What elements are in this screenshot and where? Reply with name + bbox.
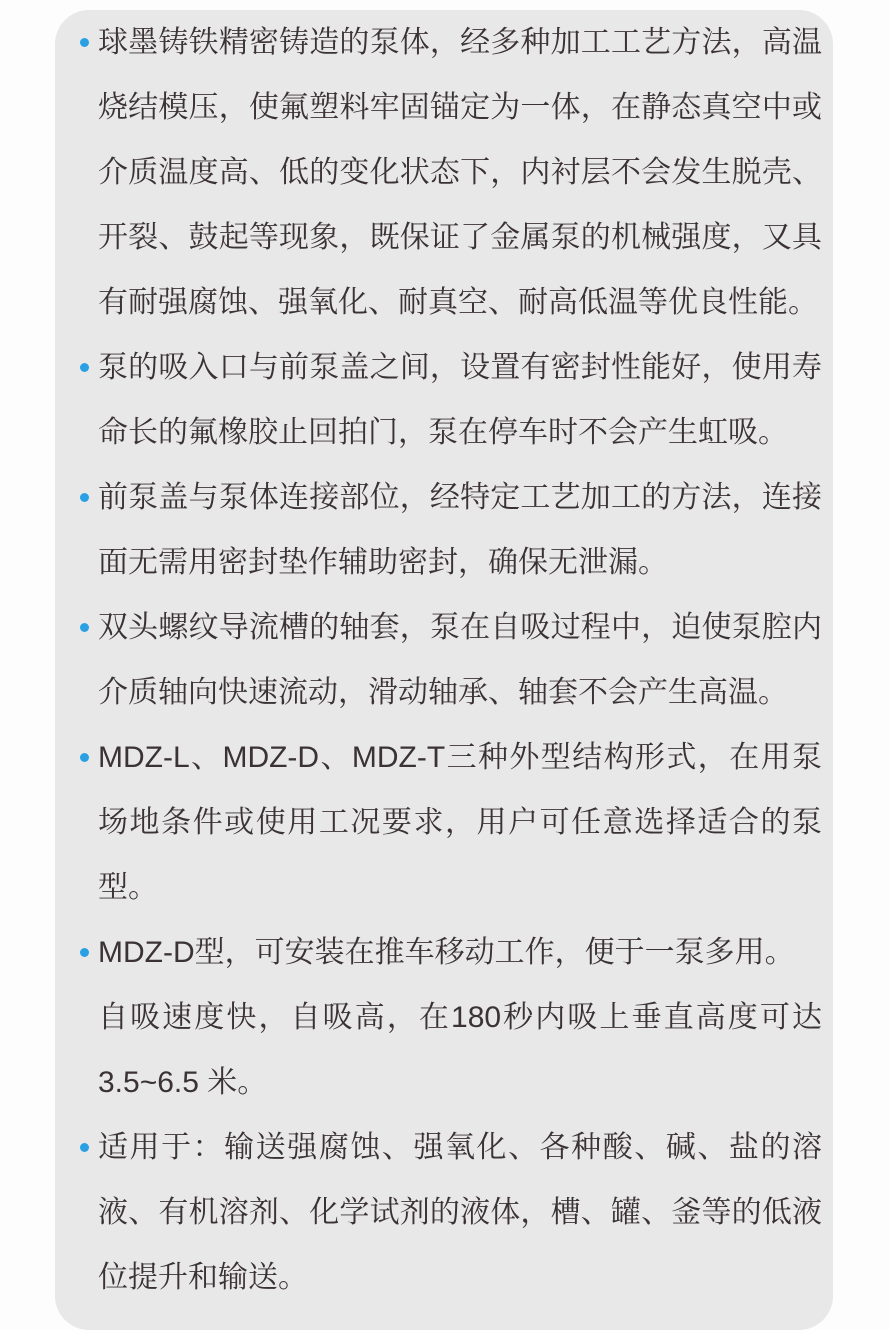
feature-text: 自吸速度快，自吸高，在180秒内吸上垂直高度可达3.5~6.5 米。 <box>98 1001 822 1099</box>
feature-item <box>98 595 822 725</box>
feature-item <box>98 1115 822 1310</box>
feature-text: MDZ-D型，可安装在推车移动工作，便于一泵多用。 <box>98 936 795 969</box>
feature-item <box>98 920 822 1115</box>
feature-item <box>98 335 822 465</box>
bullet-icon <box>80 1143 89 1152</box>
feature-text: 适用于：输送强腐蚀、强氧化、各种酸、碱、盐的溶液、有机溶剂、化学试剂的液体，槽、罐、釜等的低液位提升和输送。 <box>98 1131 822 1294</box>
bullet-icon <box>80 38 89 47</box>
bullet-icon <box>80 753 89 762</box>
feature-item <box>98 725 822 920</box>
bullet-icon <box>80 623 89 632</box>
feature-item <box>98 465 822 595</box>
feature-text: MDZ-L、MDZ-D、MDZ-T三种外型结构形式，在用泵场地条件或使用工况要求，用户可任意选择适合的泵型。 <box>98 741 822 904</box>
bullet-icon <box>80 363 89 372</box>
feature-text: 球墨铸铁精密铸造的泵体，经多种加工工艺方法，高温烧结模压，使氟塑料牢固锚定为一体，在静态真空中或介质温度高、低的变化状态下，内衬层不会发生脱壳、开裂、鼓起等现象，既保证了金属泵的机械强度，又具有耐强腐蚀、强氧化、耐真空、耐高低温等优良性能。 <box>98 26 822 319</box>
feature-list <box>55 10 833 1310</box>
feature-item <box>98 10 822 335</box>
feature-card <box>55 10 833 1330</box>
bullet-icon <box>80 948 89 957</box>
feature-text: 泵的吸入口与前泵盖之间，设置有密封性能好，使用寿命长的氟橡胶止回拍门，泵在停车时不会产生虹吸。 <box>98 351 822 449</box>
bullet-icon <box>80 493 89 502</box>
feature-text: 前泵盖与泵体连接部位，经特定工艺加工的方法，连接面无需用密封垫作辅助密封，确保无泄漏。 <box>98 481 822 579</box>
feature-text: 双头螺纹导流槽的轴套，泵在自吸过程中，迫使泵腔内介质轴向快速流动，滑动轴承、轴套不会产生高温。 <box>98 611 822 709</box>
